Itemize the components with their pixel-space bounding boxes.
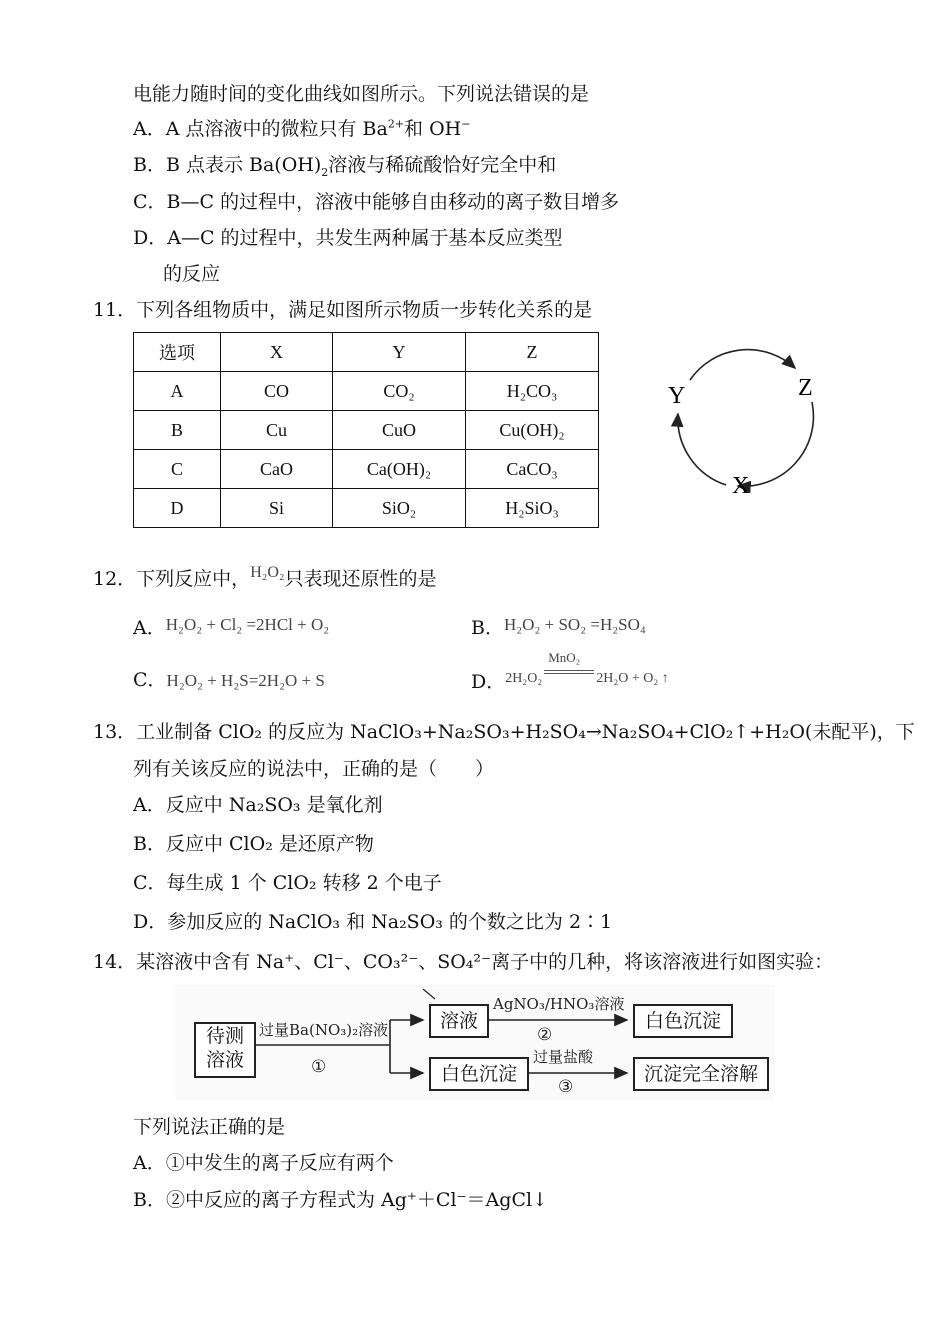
table-row bbox=[134, 372, 599, 411]
q10-option-c: C．B—C 的过程中，溶液中能够自由移动的离子数目增多 bbox=[133, 191, 620, 213]
q12-stem: 12．下列反应中，$^{H_2O_2}$只表现还原性的是 bbox=[93, 564, 437, 590]
q12-option-b: B．H₂O₂ + SO₂ =H₂SO₄ bbox=[471, 615, 646, 639]
q12-option-a: A．H₂O₂ + Cl₂ =2HCl + O₂ bbox=[133, 615, 330, 639]
cycle-label-y: Y bbox=[668, 383, 686, 409]
q10-option-a: A．A 点溶液中的微粒只有 $Ba^{2+}$和 OH− bbox=[133, 117, 471, 140]
table-header-cell: X bbox=[221, 333, 333, 372]
box-white-precipitate-2: 白色沉淀 bbox=[429, 1057, 529, 1091]
table-cell: CO₂ bbox=[333, 372, 466, 411]
cycle-label-z: Z bbox=[798, 375, 813, 401]
flow-diagram bbox=[175, 985, 775, 1100]
step-3-label: ③ bbox=[558, 1077, 574, 1097]
q11-stem: 11．下列各组物质中，满足如图所示物质一步转化关系的是 bbox=[93, 299, 593, 321]
q10-option-d-cont: 的反应 bbox=[163, 263, 221, 285]
table-cell: H₂SiO₃ bbox=[466, 489, 599, 528]
box-fully-dissolved: 沉淀完全溶解 bbox=[633, 1057, 769, 1091]
box-white-precipitate-1: 白色沉淀 bbox=[633, 1004, 733, 1038]
table-header-cell: Z bbox=[466, 333, 599, 372]
table-cell: CaO bbox=[221, 450, 333, 489]
q13-option-c: C．每生成 1 个 ClO₂ 转移 2 个电子 bbox=[133, 872, 442, 894]
q14-lead: 下列说法正确的是 bbox=[133, 1116, 286, 1138]
reagent-2-label: AgNO₃/HNO₃溶液 bbox=[493, 995, 625, 1013]
q14-option-b: B．②中反应的离子方程式为 Ag⁺＋Cl⁻＝AgCl↓ bbox=[133, 1189, 548, 1211]
table-cell: CaCO₃ bbox=[466, 450, 599, 489]
arrow-y-to-z bbox=[690, 350, 795, 380]
table-row bbox=[134, 450, 599, 489]
reagent-1-label: 过量Ba(NO₃)₂溶液 bbox=[259, 1021, 389, 1039]
step-2-label: ② bbox=[537, 1025, 553, 1045]
q10-option-b: B．B 点表示 $Ba(OH)_2$溶液与稀硫酸恰好完全中和 bbox=[133, 154, 557, 179]
q10-option-d: D．A—C 的过程中，共发生两种属于基本反应类型 bbox=[133, 227, 563, 249]
q12-option-c: C．H₂O₂ + H₂S=2H₂O + S bbox=[133, 669, 325, 691]
arrow-x-to-y bbox=[678, 414, 726, 485]
q13-option-b: B．反应中 ClO₂ 是还原产物 bbox=[133, 833, 374, 855]
table-cell: CuO bbox=[333, 411, 466, 450]
q14-stem: 14．某溶液中含有 Na⁺、Cl⁻、CO₃²⁻、SO₄²⁻离子中的几种，将该溶液进行如图实验： bbox=[93, 951, 834, 973]
q10-intro: 电能力随时间的变化曲线如图所示。下列说法错误的是 bbox=[133, 83, 590, 105]
table-cell: C bbox=[134, 450, 221, 489]
table-cell: Ca(OH)₂ bbox=[333, 450, 466, 489]
box-solution: 溶液 bbox=[429, 1004, 489, 1038]
table-header-cell: 选项 bbox=[134, 333, 221, 372]
table-cell: CO bbox=[221, 372, 333, 411]
box-test-solution: 待测 溶液 bbox=[194, 1022, 256, 1078]
table-row bbox=[134, 411, 599, 450]
catalyst-label: MnO₂ bbox=[548, 650, 581, 665]
q13-option-a: A．反应中 Na₂SO₃ 是氧化剂 bbox=[133, 794, 383, 816]
table-cell: Cu(OH)₂ bbox=[466, 411, 599, 450]
table-header-row bbox=[134, 333, 599, 372]
table-header-cell: Y bbox=[333, 333, 466, 372]
table-cell: SiO₂ bbox=[333, 489, 466, 528]
table-cell: D bbox=[134, 489, 221, 528]
cycle-diagram bbox=[650, 340, 840, 505]
reagent-3-label: 过量盐酸 bbox=[533, 1048, 594, 1066]
q11-table bbox=[133, 332, 599, 528]
table-cell: Cu bbox=[221, 411, 333, 450]
table-cell: B bbox=[134, 411, 221, 450]
q13-stem-line1: 13．工业制备 ClO₂ 的反应为 NaClO₃+Na₂SO₃+H₂SO₄→Na₂SO₄+ClO₂↑+H₂O(未配平)，下 bbox=[93, 721, 915, 743]
table-cell: A bbox=[134, 372, 221, 411]
cycle-label-x: X bbox=[732, 473, 750, 499]
q13-option-d: D．参加反应的 NaClO₃ 和 Na₂SO₃ 的个数之比为 2∶1 bbox=[133, 911, 613, 933]
q13-stem-line2: 列有关该反应的说法中，正确的是（ ） bbox=[133, 758, 495, 780]
table-row bbox=[134, 489, 599, 528]
step-1-label: ① bbox=[311, 1057, 327, 1077]
catalyst-arrow bbox=[544, 650, 594, 682]
table-cell: H₂CO₃ bbox=[466, 372, 599, 411]
q12-option-d: D．$^{2H_2O_2}$ MnO₂ $^{2H_2O + O_2 ↑}$ bbox=[471, 668, 669, 697]
q14-option-a: A．①中发生的离子反应有两个 bbox=[133, 1152, 394, 1174]
table-cell: Si bbox=[221, 489, 333, 528]
